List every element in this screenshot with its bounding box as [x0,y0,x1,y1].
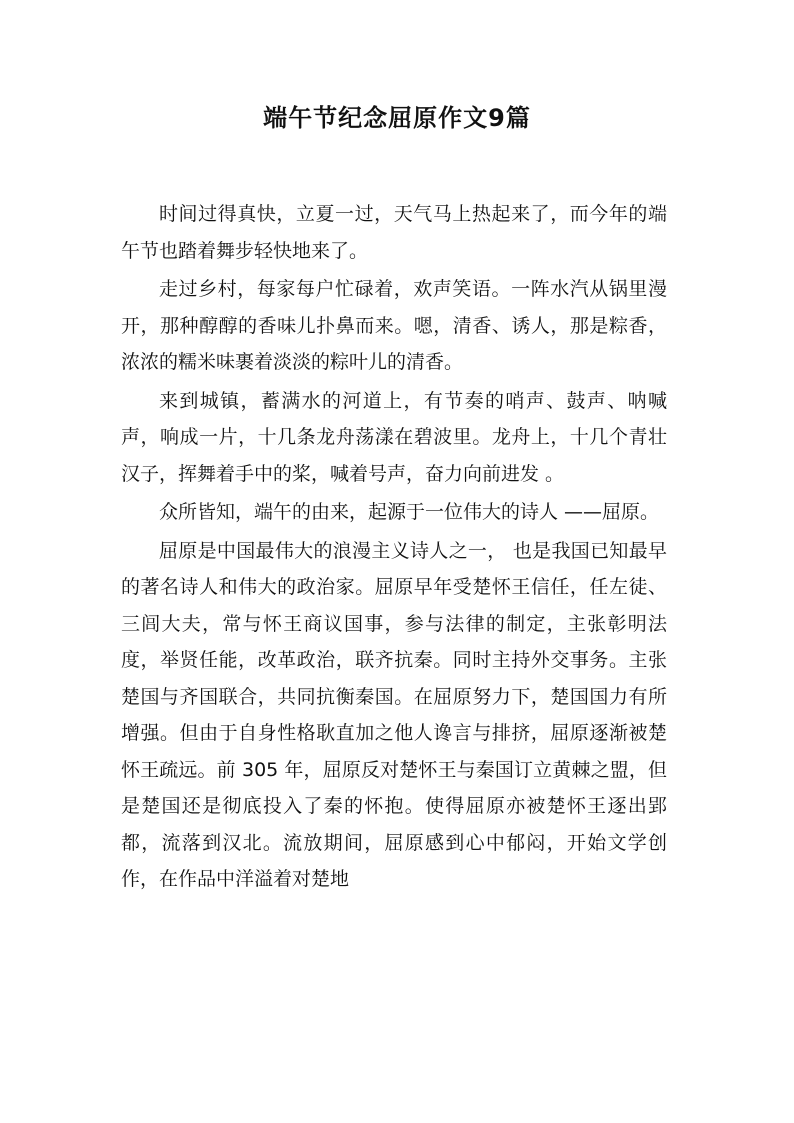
paragraph: 时间过得真快，立夏一过，天气马上热起来了，而今年的端午节也踏着舞步轻快地来了。 [121,203,667,262]
paragraph: 屈原是中国最伟大的浪漫主义诗人之一， 也是我国已知最早的著名诗人和伟大的政治家。屈原早年受楚怀王信任，任左徒、三闾大夫，常与怀王商议国事，参与法律的制定，主张彰明法度，举贤任能，改革政治，联齐抗秦。同时主持外交事务。主张楚国与齐国联合，共同抗衡秦国。在屈原努力下，楚国国力有所增强。但由于自身性格耿直加之他人谗言与排挤，屈原逐渐被楚怀王疏远。前 305 年，屈原反对楚怀王与秦国订立黄棘之盟，但是楚国还是彻底投入了秦的怀抱。使得屈原亦被楚怀王逐出郢都，流落到汉北。流放期间，屈原感到心中郁闷，开始文学创作，在作品中洋溢着对楚地 [121,539,667,890]
page-title: 端午节纪念屈原作文9篇 [263,104,531,132]
paragraph: 来到城镇，蓄满水的河道上，有节奏的哨声、鼓声、呐喊声，响成一片，十几条龙舟荡漾在碧波里。龙舟上，十几个青壮汉子，挥舞着手中的桨，喊着号声，奋力向前进发 。 [121,389,667,485]
paragraph: 走过乡村，每家每户忙碌着，欢声笑语。一阵水汽从锅里漫开，那种醇醇的香味儿扑鼻而来。嗯，清香、诱人，那是粽香，浓浓的糯米味裹着淡淡的粽叶儿的清香。 [121,278,667,373]
paragraph: 众所皆知，端午的由来，起源于一位伟大的诗人 ——屈原。 [159,501,660,523]
article-body [121,196,667,900]
